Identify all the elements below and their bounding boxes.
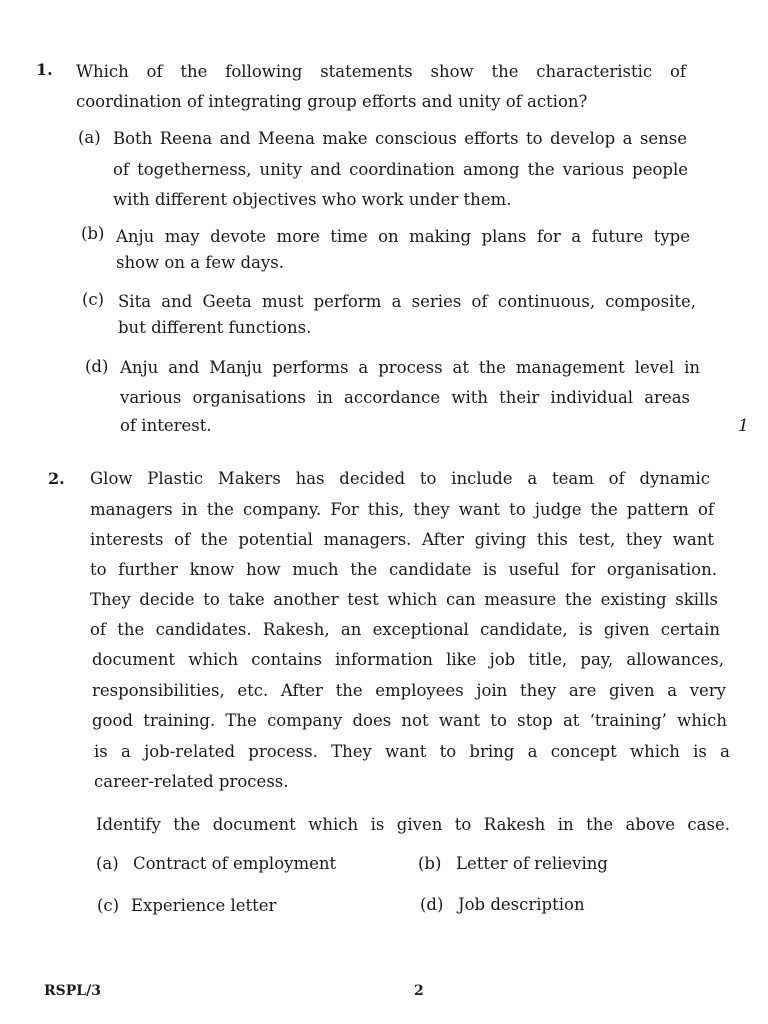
question-2-option-b-text: Letter of relieving [456,854,608,873]
question-1-stem-line-2: coordination of integrating group efforts and unity of action? [76,92,588,111]
question-1-option-c-label: (c) [82,290,105,309]
question-1-option-b-label: (b) [81,224,105,243]
question-2-paragraph-line-4: to further know how much the candidate is useful for organisation. [90,560,717,579]
question-2-option-a-text: Contract of employment [133,854,337,873]
question-2-paragraph-line-5: They decide to take another test which can measure the existing skills [90,590,718,609]
question-1-option-b-line-1: Anju may devote more time on making plans for a future type [116,227,690,246]
question-1-option-a-line-1: Both Reena and Meena make conscious efforts to develop a sense [113,129,687,148]
question-number-2: 2. [48,469,65,488]
question-1-option-b-line-2: show on a few days. [116,253,284,272]
question-number-1: 1. [36,60,53,79]
paper-code: RSPL/3 [44,983,101,999]
question-2-option-d-label: (d) [420,895,444,914]
question-2-paragraph-line-8: responsibilities, etc. After the employees join they are given a very [92,681,726,700]
question-2-option-d-text: Job description [458,895,585,914]
page-number: 2 [414,983,424,999]
question-2-option-a-label: (a) [96,854,119,873]
question-1-option-d-line-2: various organisations in accordance with their individual areas [120,388,690,407]
question-2-paragraph-line-6: of the candidates. Rakesh, an exceptional candidate, is given certain [90,620,720,639]
question-1-option-a-label: (a) [78,128,101,147]
question-2-option-c-label: (c) [97,896,120,915]
question-1-option-c-line-2: but different functions. [118,318,312,337]
question-1-marks: 1 [738,416,749,436]
question-2-paragraph-line-7: document which contains information like job title, pay, allowances, [92,650,724,669]
question-1-option-d-line-3: of interest. [120,416,212,435]
question-2-paragraph-line-2: managers in the company. For this, they want to judge the pattern of [90,500,714,519]
question-2-paragraph-line-9: good training. The company does not want to stop at ‘training’ which [92,711,727,730]
question-1-option-a-line-2: of togetherness, unity and coordination among the various people [113,160,688,179]
question-2-paragraph-line-10: is a job-related process. They want to bring a concept which is a [94,742,730,761]
question-1-option-c-line-1: Sita and Geeta must perform a series of continuous, composite, [118,292,696,311]
question-1-option-d-line-1: Anju and Manju performs a process at the management level in [120,358,700,377]
question-2-prompt: Identify the document which is given to Rakesh in the above case. [96,815,730,834]
question-1-option-d-label: (d) [85,357,109,376]
question-2-option-b-label: (b) [418,854,442,873]
question-2-paragraph-line-11: career-related process. [94,772,289,791]
question-2-paragraph-line-3: interests of the potential managers. After giving this test, they want [90,530,714,549]
question-1-stem-line-1: Which of the following statements show the characteristic of [76,62,686,81]
question-2-paragraph-line-1: Glow Plastic Makers has decided to include a team of dynamic [90,469,710,488]
question-2-option-c-text: Experience letter [131,896,277,915]
question-1-option-a-line-3: with different objectives who work under them. [113,190,512,209]
